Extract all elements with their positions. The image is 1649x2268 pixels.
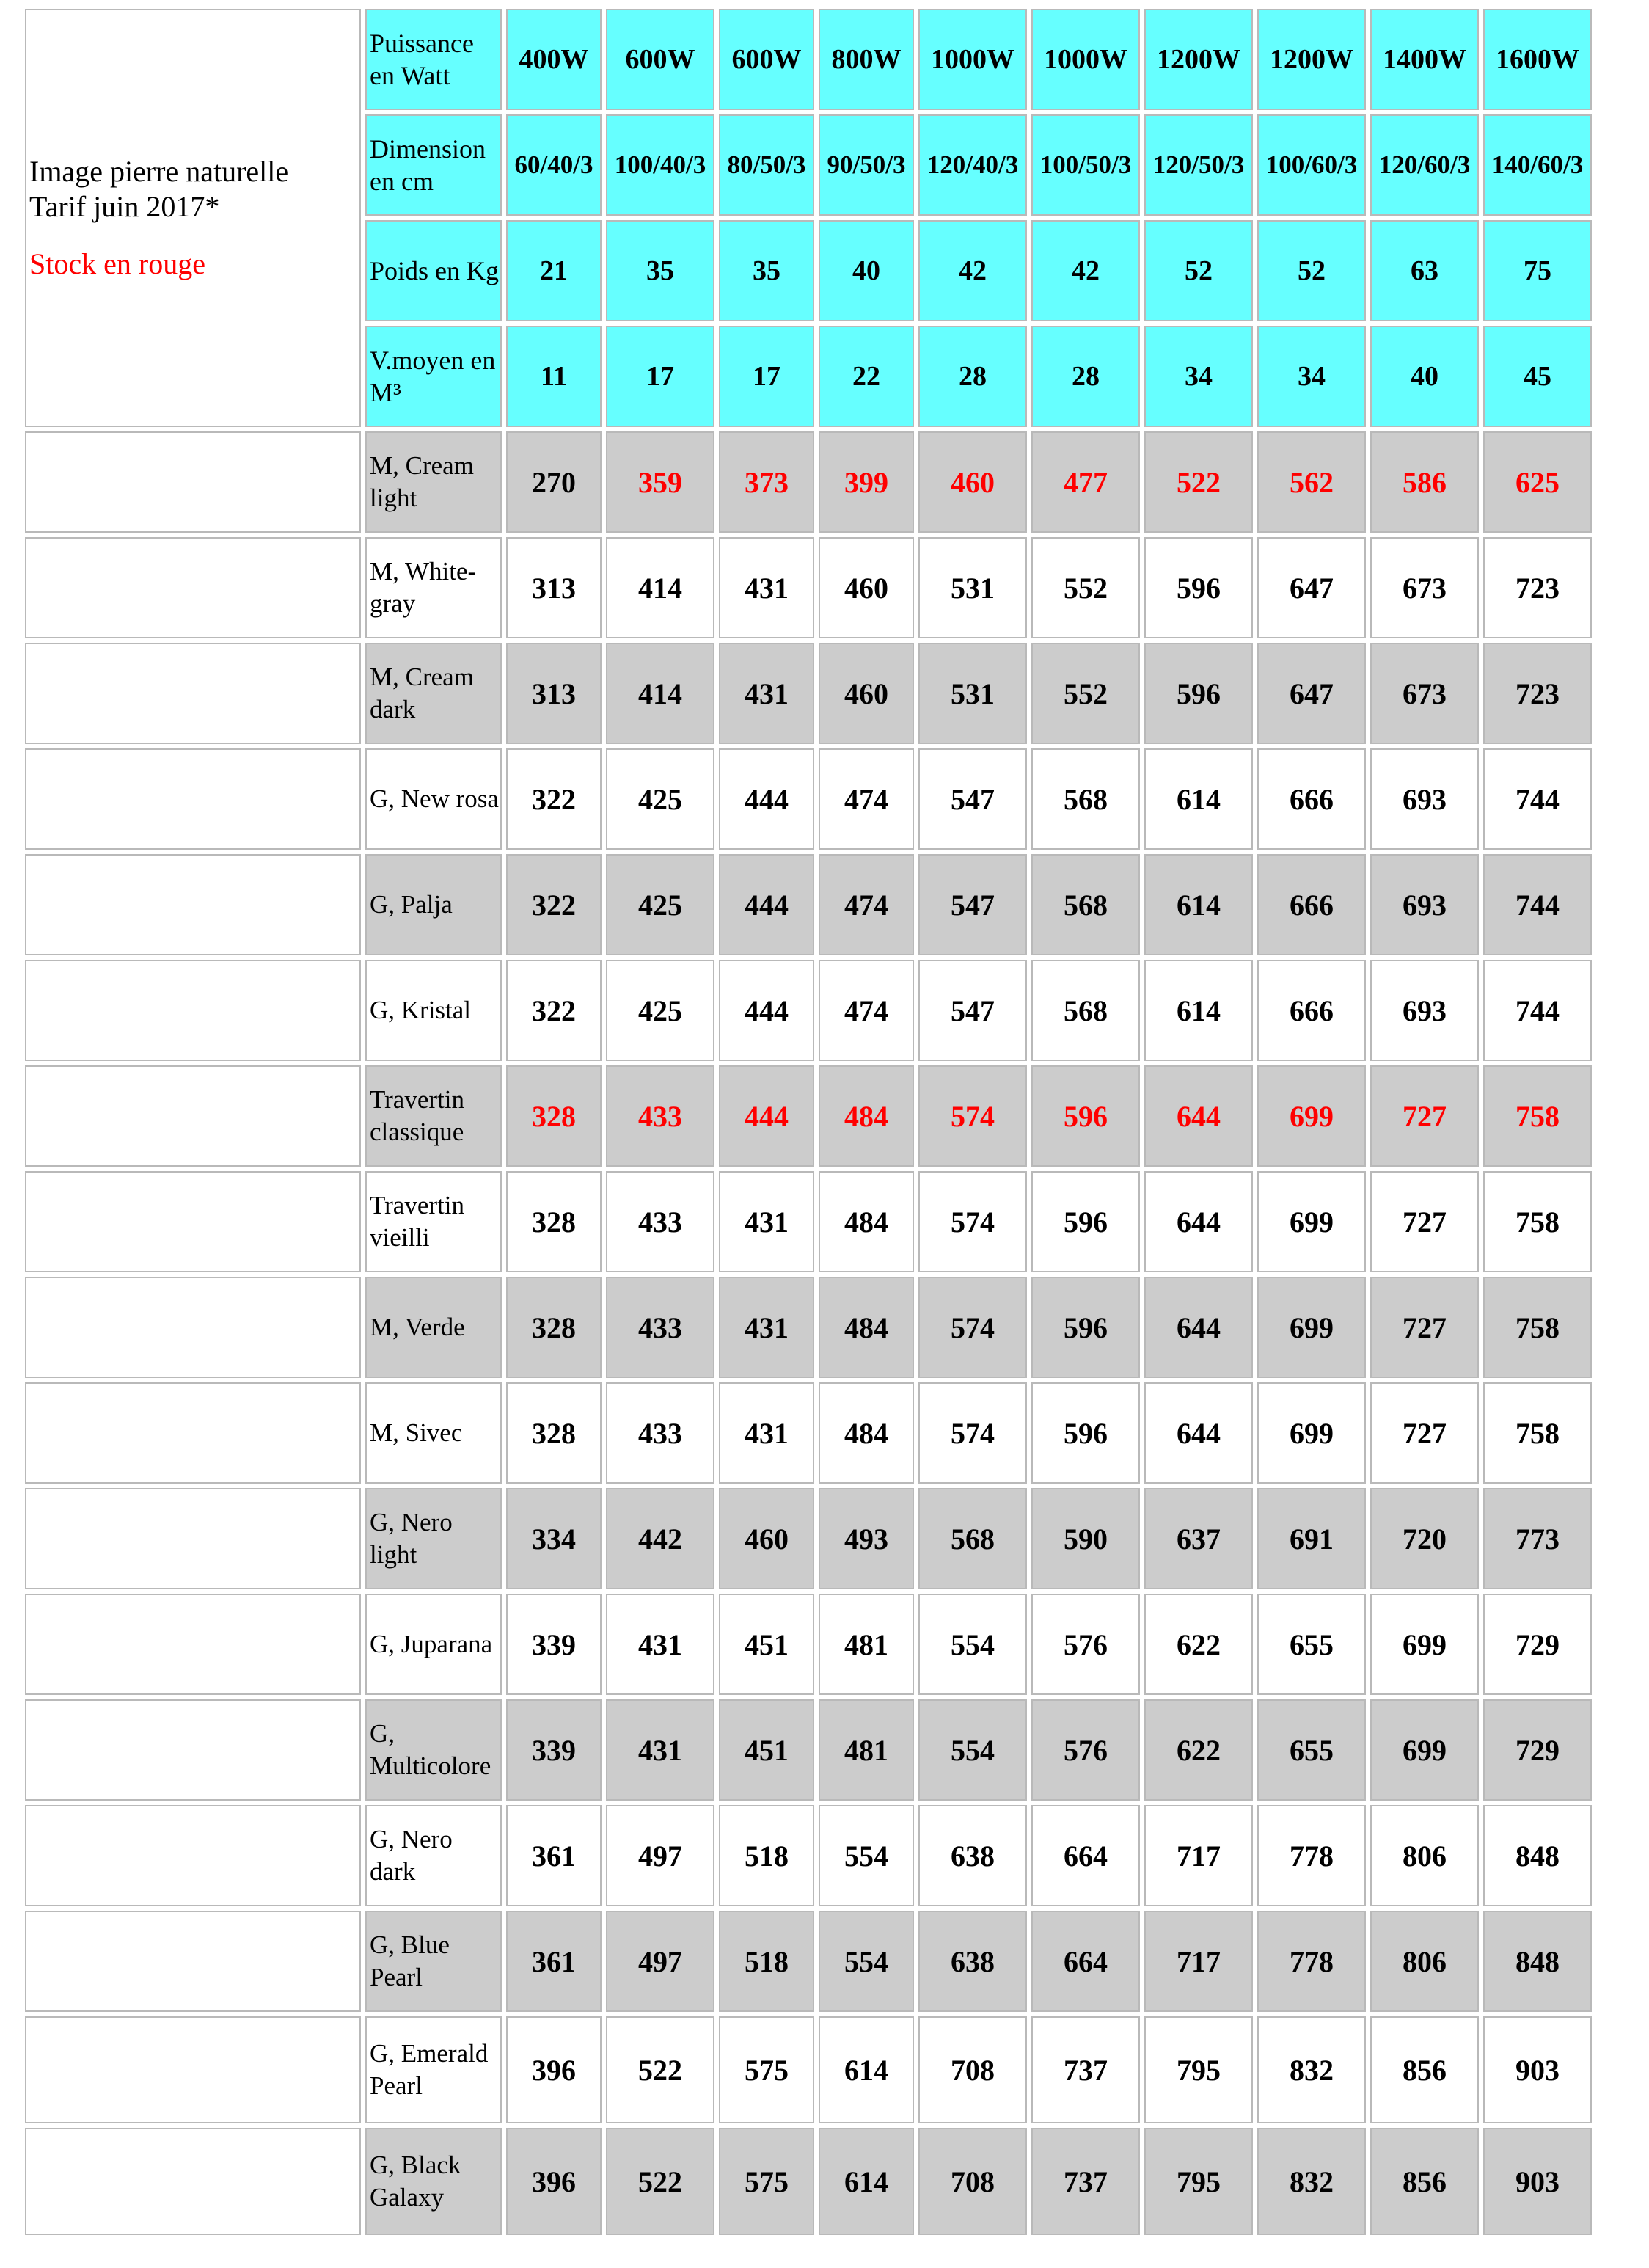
stone-swatch [25,1065,361,1167]
price-cell: 744 [1483,748,1592,850]
watermark-logo: SODIELEC [231,766,354,792]
header-puissance-cell: 400W [506,9,602,110]
price-cell: 622 [1144,1594,1253,1695]
watermark-logo: SODIELEC [231,1928,354,1954]
stone-row [25,854,1592,955]
watermark-logo: SODIELEC [231,555,354,580]
price-cell: 848 [1483,1911,1592,2012]
price-cell: 547 [918,748,1027,850]
price-cell: 431 [719,643,814,744]
header-puissance-cell: 1000W [918,9,1027,110]
price-cell: 778 [1257,1805,1366,1906]
price-cell: 744 [1483,854,1592,955]
price-cell: 729 [1483,1699,1592,1801]
stone-swatch [25,1277,361,1378]
stone-swatch [25,1911,361,2012]
price-cell: 425 [606,854,714,955]
price-cell: 614 [819,2128,914,2235]
price-cell: 723 [1483,643,1592,744]
stone-row [25,2128,1592,2235]
price-cell: 590 [1031,1488,1140,1589]
header-volume-cell: 45 [1483,326,1592,427]
header-volume-cell: 34 [1257,326,1366,427]
stone-row [25,537,1592,638]
header-dimension-cell: 120/50/3 [1144,114,1253,216]
header-poids-cell: 21 [506,220,602,321]
stone-swatch [25,2016,361,2123]
header-volume-cell: 22 [819,326,914,427]
header-dimension-cell: 140/60/3 [1483,114,1592,216]
header-poids-cell: 52 [1257,220,1366,321]
stone-swatch [25,1805,361,1906]
header-dimension-cell: 80/50/3 [719,114,814,216]
price-cell: 361 [506,1911,602,2012]
price-cell: 460 [819,537,914,638]
stone-row [25,1065,1592,1167]
price-cell: 717 [1144,1911,1253,2012]
stone-row [25,1699,1592,1801]
stone-swatch [25,854,361,955]
price-cell: 596 [1031,1277,1140,1378]
price-cell: 444 [719,748,814,850]
stone-swatch [25,643,361,744]
watermark-logo: SODIELEC [231,1294,354,1320]
stone-swatch [25,1488,361,1589]
price-cell: 699 [1257,1171,1366,1272]
price-cell: 727 [1370,1171,1479,1272]
price-cell: 806 [1370,1805,1479,1906]
stone-row [25,1911,1592,2012]
header-puissance-cell: 1400W [1370,9,1479,110]
price-cell: 425 [606,748,714,850]
price-cell: 522 [1144,431,1253,533]
header-dimension-cell: 90/50/3 [819,114,914,216]
price-cell: 727 [1370,1277,1479,1378]
header-dimension-cell: 60/40/3 [506,114,602,216]
price-cell: 431 [719,1382,814,1484]
watermark-logo: SODIELEC [231,1189,354,1214]
watermark-logo: SODIELEC [231,2037,354,2063]
stone-name: G, Juparana [365,1594,502,1695]
price-cell: 552 [1031,537,1140,638]
price-cell: 574 [918,1382,1027,1484]
price-cell: 328 [506,1382,602,1484]
stone-row [25,2016,1592,2123]
watermark-logo: SODIELEC [231,1717,354,1743]
price-cell: 693 [1370,854,1479,955]
price-cell: 647 [1257,643,1366,744]
price-cell: 328 [506,1171,602,1272]
stone-swatch [25,1171,361,1272]
price-cell: 522 [606,2128,714,2235]
price-cell: 493 [819,1488,914,1589]
stone-swatch [25,748,361,850]
watermark-logo: SODIELEC [231,1083,354,1109]
price-cell: 673 [1370,643,1479,744]
price-cell: 474 [819,748,914,850]
price-cell: 396 [506,2016,602,2123]
stone-name: G, Blue Pearl [365,1911,502,2012]
header-dimension-cell: 100/50/3 [1031,114,1140,216]
price-cell: 903 [1483,2016,1592,2123]
price-cell: 414 [606,643,714,744]
price-cell: 744 [1483,960,1592,1061]
price-cell: 666 [1257,854,1366,955]
price-cell: 322 [506,854,602,955]
price-cell: 699 [1257,1065,1366,1167]
stone-name: G, Palja [365,854,502,955]
header-puissance-cell: 1600W [1483,9,1592,110]
stone-row [25,1594,1592,1695]
price-cell: 433 [606,1277,714,1378]
price-cell: 778 [1257,1911,1366,2012]
price-cell: 522 [606,2016,714,2123]
price-cell: 795 [1144,2128,1253,2235]
price-cell: 576 [1031,1594,1140,1695]
price-cell: 568 [918,1488,1027,1589]
price-cell: 396 [506,2128,602,2235]
price-cell: 433 [606,1171,714,1272]
header-poids-cell: 35 [719,220,814,321]
price-cell: 433 [606,1065,714,1167]
price-cell: 856 [1370,2016,1479,2123]
price-cell: 431 [719,1171,814,1272]
header-volume-cell: 34 [1144,326,1253,427]
price-cell: 373 [719,431,814,533]
stone-swatch [25,1382,361,1484]
price-cell: 431 [606,1699,714,1801]
price-cell: 562 [1257,431,1366,533]
stone-name: G, New rosa [365,748,502,850]
price-cell: 622 [1144,1699,1253,1801]
price-cell: 666 [1257,960,1366,1061]
price-cell: 518 [719,1911,814,2012]
price-cell: 574 [918,1277,1027,1378]
header-dimension-cell: 120/60/3 [1370,114,1479,216]
price-cell: 699 [1257,1382,1366,1484]
watermark-logo: SODIELEC [231,1400,354,1426]
stone-name: G, Emerald Pearl [365,2016,502,2123]
price-cell: 806 [1370,1911,1479,2012]
price-cell: 313 [506,643,602,744]
price-cell: 693 [1370,960,1479,1061]
price-cell: 699 [1370,1699,1479,1801]
stone-row [25,1488,1592,1589]
header-label-volume: V.moyen en M³ [365,326,502,427]
header-puissance-cell: 600W [719,9,814,110]
price-cell: 568 [1031,854,1140,955]
watermark-logo: SODIELEC [231,872,354,897]
header-dimension-cell: 120/40/3 [918,114,1027,216]
price-cell: 484 [819,1277,914,1378]
price-cell: 431 [606,1594,714,1695]
price-cell: 644 [1144,1065,1253,1167]
price-cell: 596 [1031,1065,1140,1167]
price-cell: 638 [918,1805,1027,1906]
price-cell: 727 [1370,1382,1479,1484]
price-cell: 322 [506,748,602,850]
price-cell: 575 [719,2128,814,2235]
price-cell: 322 [506,960,602,1061]
price-cell: 708 [918,2016,1027,2123]
price-cell: 339 [506,1594,602,1695]
info-tariff: Tarif juin 2017* [29,190,220,223]
price-cell: 832 [1257,2016,1366,2123]
price-cell: 758 [1483,1277,1592,1378]
price-cell: 547 [918,960,1027,1061]
header-poids-cell: 42 [1031,220,1140,321]
price-cell: 625 [1483,431,1592,533]
price-cell: 547 [918,854,1027,955]
price-cell: 425 [606,960,714,1061]
price-cell: 497 [606,1911,714,2012]
watermark-logo: SODIELEC [231,449,354,475]
price-cell: 723 [1483,537,1592,638]
header-dimension-cell: 100/60/3 [1257,114,1366,216]
stone-row [25,748,1592,850]
price-cell: 554 [819,1805,914,1906]
header-poids-cell: 35 [606,220,714,321]
price-cell: 474 [819,960,914,1061]
header-puissance-cell: 1000W [1031,9,1140,110]
price-cell: 270 [506,431,602,533]
price-cell: 339 [506,1699,602,1801]
price-cell: 433 [606,1382,714,1484]
header-puissance-cell: 1200W [1144,9,1253,110]
price-cell: 614 [819,2016,914,2123]
price-cell: 596 [1031,1171,1140,1272]
stone-row [25,1805,1592,1906]
price-cell: 497 [606,1805,714,1906]
header-puissance-cell: 1200W [1257,9,1366,110]
price-cell: 477 [1031,431,1140,533]
price-cell: 596 [1031,1382,1140,1484]
price-cell: 655 [1257,1594,1366,1695]
price-cell: 758 [1483,1382,1592,1484]
header-poids-cell: 75 [1483,220,1592,321]
stone-name: M, Cream light [365,431,502,533]
header-poids-cell: 63 [1370,220,1479,321]
stone-swatch [25,2128,361,2235]
stone-name: G, Nero light [365,1488,502,1589]
stone-row [25,1382,1592,1484]
header-row-puissance [25,9,1592,110]
price-cell: 574 [918,1065,1027,1167]
price-cell: 596 [1144,537,1253,638]
stone-swatch [25,431,361,533]
stone-row [25,643,1592,744]
stone-swatch [25,537,361,638]
watermark-logo: SODIELEC [231,1611,354,1637]
price-cell: 664 [1031,1911,1140,2012]
price-cell: 334 [506,1488,602,1589]
header-volume-cell: 28 [1031,326,1140,427]
header-label-dimension: Dimension en cm [365,114,502,216]
price-cell: 903 [1483,2128,1592,2235]
price-cell: 442 [606,1488,714,1589]
header-volume-cell: 17 [719,326,814,427]
price-cell: 574 [918,1171,1027,1272]
price-cell: 460 [918,431,1027,533]
price-cell: 554 [918,1594,1027,1695]
price-cell: 614 [1144,854,1253,955]
stone-row [25,1171,1592,1272]
info-title: Image pierre naturelle [29,155,289,188]
stone-name: G, Multicolore [365,1699,502,1801]
price-cell: 444 [719,854,814,955]
watermark-logo: SODIELEC [231,977,354,1003]
info-cell [25,9,361,427]
price-cell: 758 [1483,1171,1592,1272]
price-cell: 699 [1257,1277,1366,1378]
price-cell: 444 [719,1065,814,1167]
price-cell: 359 [606,431,714,533]
stone-name: M, Cream dark [365,643,502,744]
watermark-logo: SODIELEC [231,1506,354,1531]
price-cell: 484 [819,1171,914,1272]
watermark-logo: SODIELEC [231,1823,354,1848]
price-cell: 708 [918,2128,1027,2235]
price-cell: 717 [1144,1805,1253,1906]
price-cell: 481 [819,1699,914,1801]
stone-swatch [25,960,361,1061]
price-cell: 586 [1370,431,1479,533]
price-cell: 451 [719,1699,814,1801]
price-cell: 737 [1031,2016,1140,2123]
price-cell: 484 [819,1382,914,1484]
price-cell: 655 [1257,1699,1366,1801]
stone-name: G, Kristal [365,960,502,1061]
stone-swatch [25,1699,361,1801]
stone-name: G, Nero dark [365,1805,502,1906]
header-puissance-cell: 800W [819,9,914,110]
price-cell: 614 [1144,748,1253,850]
price-cell: 518 [719,1805,814,1906]
price-cell: 691 [1257,1488,1366,1589]
price-cell: 637 [1144,1488,1253,1589]
price-cell: 484 [819,1065,914,1167]
price-cell: 554 [918,1699,1027,1801]
price-cell: 673 [1370,537,1479,638]
price-cell: 399 [819,431,914,533]
header-volume-cell: 40 [1370,326,1479,427]
stone-name: M, Verde [365,1277,502,1378]
price-cell: 361 [506,1805,602,1906]
header-label-puissance: Puissance en Watt [365,9,502,110]
price-cell: 431 [719,1277,814,1378]
header-volume-cell: 11 [506,326,602,427]
price-cell: 638 [918,1911,1027,2012]
price-cell: 693 [1370,748,1479,850]
stock-legend: Stock en rouge [29,247,205,280]
price-cell: 552 [1031,643,1140,744]
price-cell: 575 [719,2016,814,2123]
price-cell: 832 [1257,2128,1366,2235]
price-cell: 644 [1144,1277,1253,1378]
stone-row [25,1277,1592,1378]
price-cell: 666 [1257,748,1366,850]
watermark-logo: SODIELEC [231,660,354,686]
watermark-logo: SODIELEC [231,2148,354,2174]
price-cell: 414 [606,537,714,638]
price-cell: 531 [918,643,1027,744]
price-cell: 576 [1031,1699,1140,1801]
price-cell: 773 [1483,1488,1592,1589]
price-cell: 720 [1370,1488,1479,1589]
price-cell: 568 [1031,748,1140,850]
price-cell: 795 [1144,2016,1253,2123]
price-table-body [25,9,1592,2235]
header-poids-cell: 52 [1144,220,1253,321]
header-poids-cell: 42 [918,220,1027,321]
price-cell: 460 [719,1488,814,1589]
price-cell: 481 [819,1594,914,1695]
price-cell: 729 [1483,1594,1592,1695]
stone-name: M, Sivec [365,1382,502,1484]
price-table [21,4,1596,2239]
header-volume-cell: 28 [918,326,1027,427]
price-cell: 328 [506,1277,602,1378]
price-cell: 758 [1483,1065,1592,1167]
stone-row [25,431,1592,533]
price-cell: 647 [1257,537,1366,638]
price-cell: 856 [1370,2128,1479,2235]
price-cell: 596 [1144,643,1253,744]
header-dimension-cell: 100/40/3 [606,114,714,216]
price-cell: 614 [1144,960,1253,1061]
price-cell: 531 [918,537,1027,638]
price-cell: 451 [719,1594,814,1695]
stone-row [25,960,1592,1061]
price-cell: 444 [719,960,814,1061]
header-volume-cell: 17 [606,326,714,427]
price-cell: 554 [819,1911,914,2012]
price-cell: 328 [506,1065,602,1167]
stone-name: M, White-gray [365,537,502,638]
price-cell: 737 [1031,2128,1140,2235]
price-cell: 474 [819,854,914,955]
price-cell: 699 [1370,1594,1479,1695]
price-cell: 313 [506,537,602,638]
price-cell: 664 [1031,1805,1140,1906]
stone-name: Travertin classique [365,1065,502,1167]
price-cell: 848 [1483,1805,1592,1906]
price-cell: 460 [819,643,914,744]
header-puissance-cell: 600W [606,9,714,110]
header-poids-cell: 40 [819,220,914,321]
stone-name: Travertin vieilli [365,1171,502,1272]
price-cell: 644 [1144,1171,1253,1272]
stone-swatch [25,1594,361,1695]
price-cell: 568 [1031,960,1140,1061]
price-cell: 644 [1144,1382,1253,1484]
stone-name: G, Black Galaxy [365,2128,502,2235]
price-cell: 727 [1370,1065,1479,1167]
price-cell: 431 [719,537,814,638]
header-label-poids: Poids en Kg [365,220,502,321]
